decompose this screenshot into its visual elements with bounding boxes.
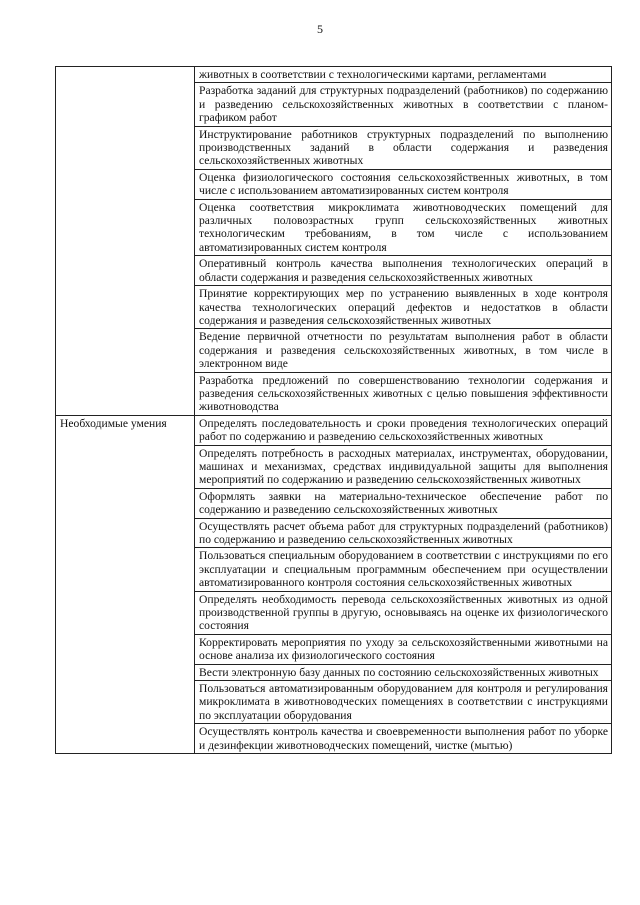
table-cell: Пользоваться специальным оборудованием в соответствии с инструкциями по его эксплуатации и специальным программным обеспечением при осуществлении автоматизированного контроля состояния сельскохозяйственных животных bbox=[195, 548, 612, 591]
competency-table bbox=[55, 66, 612, 754]
table-cell: Определять последовательность и сроки проведения технологических операций работ по содержанию и разведению сельскохозяйственных животных bbox=[195, 415, 612, 445]
table-row bbox=[56, 415, 612, 445]
row-label: Необходимые умения bbox=[56, 415, 195, 753]
table-cell: Принятие корректирующих мер по устранению выявленных в ходе контроля качества технологических операций дефектов и недостатков в области содержания и разведения сельскохозяйственных животных bbox=[195, 286, 612, 329]
table-cell: Корректировать мероприятия по уходу за сельскохозяйственными животными на основе анализа их физиологического состояния bbox=[195, 634, 612, 664]
table-cell: Пользоваться автоматизированным оборудованием для контроля и регулирования микроклимата в животноводческих помещениях в соответствии с инструкциями по эксплуатации оборудования bbox=[195, 681, 612, 724]
table-cell: Оперативный контроль качества выполнения технологических операций в области содержания и разведения сельскохозяйственных животных bbox=[195, 256, 612, 286]
table-cell: Разработка заданий для структурных подразделений (работников) по содержанию и разведению сельскохозяйственных животных в соответствии с планом-графиком работ bbox=[195, 83, 612, 126]
table-cell: Осуществлять расчет объема работ для структурных подразделений (работников) по содержанию и разведению сельскохозяйственных животных bbox=[195, 518, 612, 548]
table-cell: животных в соответствии с технологическими картами, регламентами bbox=[195, 67, 612, 83]
table-cell: Оформлять заявки на материально-техническое обеспечение работ по содержанию и разведению сельскохозяйственных животных bbox=[195, 488, 612, 518]
page-number: 5 bbox=[317, 22, 323, 36]
table-cell: Ведение первичной отчетности по результатам выполнения работ в области содержания и разведения сельскохозяйственных животных, в том числе в электронном виде bbox=[195, 329, 612, 372]
table-cell: Оценка физиологического состояния сельскохозяйственных животных, в том числе с использованием автоматизированных систем контроля bbox=[195, 169, 612, 199]
table-row bbox=[56, 67, 612, 83]
row-label bbox=[56, 67, 195, 416]
table-cell: Инструктирование работников структурных подразделений по выполнению производственных заданий в области содержания и разведения сельскохозяйственных животных bbox=[195, 126, 612, 169]
table-cell: Разработка предложений по совершенствованию технологии содержания и разведения сельскохозяйственных животных с целью повышения эффективности животноводства bbox=[195, 372, 612, 415]
table-cell: Вести электронную базу данных по состоянию сельскохозяйственных животных bbox=[195, 664, 612, 680]
table-cell: Определять необходимость перевода сельскохозяйственных животных из одной производственной группы в другую, основываясь на оценке их физиологического состояния bbox=[195, 591, 612, 634]
table-cell: Определять потребность в расходных материалах, инструментах, оборудовании, машинах и механизмах, средствах индивидуальной защиты для выполнения мероприятий по содержанию и разведению сельскохозяйственных животных bbox=[195, 445, 612, 488]
table-cell: Оценка соответствия микроклимата животноводческих помещений для различных половозрастных групп сельскохозяйственных животных технологическим требованиям, в том числе с использованием автоматизированных систем контроля bbox=[195, 199, 612, 256]
table-cell: Осуществлять контроль качества и своевременности выполнения работ по уборке и дезинфекции животноводческих помещений, чистке (мытью) bbox=[195, 724, 612, 754]
